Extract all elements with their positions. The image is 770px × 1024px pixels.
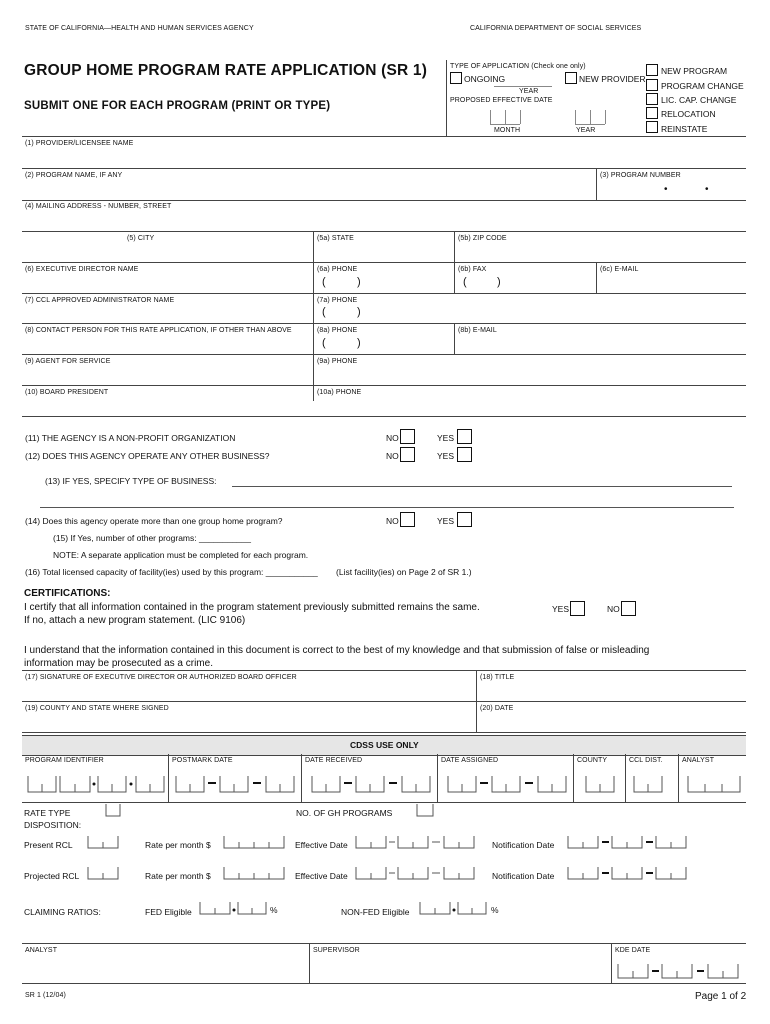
- area-code-close: ): [357, 337, 361, 349]
- no-gh-box[interactable]: [415, 800, 437, 820]
- option-lic-cap-change: LIC. CAP. CHANGE: [661, 95, 737, 105]
- cert-line-1: I certify that all information contained in the program statement previously submitted remains the same.: [24, 602, 480, 613]
- present-eff-date-label: Effective Date: [295, 840, 348, 850]
- year2-label: YEAR: [576, 127, 596, 134]
- q14-yes-label: YES: [437, 516, 455, 526]
- area-code-open: (: [322, 337, 326, 349]
- area-code-close: ): [357, 276, 361, 288]
- city-label: (5) CITY: [127, 235, 155, 242]
- no-gh-label: NO. OF GH PROGRAMS: [296, 808, 393, 818]
- agent-phone-label: (9a) PHONE: [317, 358, 358, 365]
- q12-yes-checkbox[interactable]: [457, 447, 472, 462]
- projected-rate-label: Rate per month $: [145, 871, 211, 881]
- mailing-address-label: (4) MAILING ADDRESS - NUMBER, STREET: [25, 203, 172, 210]
- present-rcl-box[interactable]: [86, 832, 122, 852]
- projected-notif-box[interactable]: [566, 863, 692, 883]
- projected-rcl-label: Projected RCL: [24, 871, 80, 881]
- projected-eff-date-box[interactable]: [354, 863, 480, 883]
- kde-date-label: KDE DATE: [615, 947, 651, 954]
- present-rate-label: Rate per month $: [145, 840, 211, 850]
- option-new-program: NEW PROGRAM: [661, 66, 728, 76]
- disposition-label: DISPOSITION:: [24, 820, 82, 830]
- q14-yes-checkbox[interactable]: [457, 512, 472, 527]
- q11-yes-label: YES: [437, 433, 455, 443]
- business-type-line-2[interactable]: [40, 507, 734, 508]
- projected-eff-date-label: Effective Date: [295, 871, 348, 881]
- contact-email-label: (8b) E-MAIL: [458, 327, 497, 334]
- agent-label: (9) AGENT FOR SERVICE: [25, 358, 111, 365]
- effective-date-label: PROPOSED EFFECTIVE DATE: [450, 97, 553, 104]
- q12-label: (12) DOES THIS AGENCY OPERATE ANY OTHER BUSINESS?: [25, 451, 270, 461]
- page-number: Page 1 of 2: [695, 991, 747, 1002]
- program-number-dot: •: [664, 184, 668, 195]
- col-program-identifier: PROGRAM IDENTIFIER: [25, 757, 104, 764]
- contact-phone-label: (8a) PHONE: [317, 327, 358, 334]
- col-date-assigned: DATE ASSIGNED: [441, 757, 499, 764]
- present-notif-box[interactable]: [566, 832, 692, 852]
- col-ccl-dist: CCL DIST.: [629, 757, 663, 764]
- q16-label: (16) Total licensed capacity of facility(ies) used by this program: ___________: [25, 567, 318, 577]
- certifications-heading: CERTIFICATIONS:: [24, 588, 111, 599]
- present-notif-label: Notification Date: [492, 840, 555, 850]
- col-postmark-date: POSTMARK DATE: [172, 757, 233, 764]
- provider-name-label: (1) PROVIDER/LICENSEE NAME: [25, 140, 134, 147]
- q11-no-label: NO: [386, 433, 399, 443]
- nonfed-eligible-label: NON-FED Eligible: [341, 907, 410, 917]
- year-label: YEAR: [519, 88, 539, 95]
- program-change-checkbox[interactable]: [646, 79, 658, 91]
- date-label: (20) DATE: [480, 705, 514, 712]
- present-rate-box[interactable]: [222, 832, 288, 852]
- projected-rate-box[interactable]: [222, 863, 288, 883]
- q11-no-checkbox[interactable]: [400, 429, 415, 444]
- cert-yes-checkbox[interactable]: [570, 601, 585, 616]
- lic-cap-change-checkbox[interactable]: [646, 93, 658, 105]
- ongoing-label: ONGOING: [464, 74, 506, 84]
- new-provider-label: NEW PROVIDER: [579, 74, 646, 84]
- supervisor-label: SUPERVISOR: [313, 947, 360, 954]
- area-code-open: (: [463, 276, 467, 288]
- reinstate-checkbox[interactable]: [646, 121, 658, 133]
- option-program-change: PROGRAM CHANGE: [661, 81, 744, 91]
- application-type-label: TYPE OF APPLICATION (Check one only): [450, 63, 586, 70]
- note-label: NOTE: A separate application must be completed for each program.: [53, 550, 309, 560]
- kde-date-box[interactable]: [616, 960, 744, 982]
- present-eff-date-box[interactable]: [354, 832, 480, 852]
- cdss-comb-boxes[interactable]: [0, 770, 770, 800]
- administrator-label: (7) CCL APPROVED ADMINISTRATOR NAME: [25, 297, 175, 304]
- president-phone-label: (10a) PHONE: [317, 389, 362, 396]
- projected-notif-label: Notification Date: [492, 871, 555, 881]
- q16-list-label: (List facility(ies) on Page 2 of SR 1.): [336, 567, 472, 577]
- rate-type-label: RATE TYPE: [24, 808, 71, 818]
- admin-phone-label: (7a) PHONE: [317, 297, 358, 304]
- agency-right: CALIFORNIA DEPARTMENT OF SOCIAL SERVICES: [470, 25, 642, 32]
- nonfed-pct: %: [491, 905, 499, 915]
- q12-no-label: NO: [386, 451, 399, 461]
- q12-yes-label: YES: [437, 451, 455, 461]
- title-label: (18) TITLE: [480, 674, 515, 681]
- cert-line-2: If no, attach a new program statement. (LIC 9106): [24, 615, 246, 626]
- rate-type-box[interactable]: [104, 800, 124, 820]
- board-president-label: (10) BOARD PRESIDENT: [25, 389, 109, 396]
- cert-no-label: NO: [607, 604, 620, 614]
- program-number-dot: •: [705, 184, 709, 195]
- program-name-label: (2) PROGRAM NAME, IF ANY: [25, 172, 123, 179]
- area-code-close: ): [357, 306, 361, 318]
- option-reinstate: REINSTATE: [661, 124, 708, 134]
- cert-line-4: information may be prosecuted as a crime.: [24, 658, 213, 669]
- agency-left: STATE OF CALIFORNIA—HEALTH AND HUMAN SERVICES AGENCY: [25, 25, 254, 32]
- relocation-checkbox[interactable]: [646, 107, 658, 119]
- state-label: (5a) STATE: [317, 235, 354, 242]
- q11-yes-checkbox[interactable]: [457, 429, 472, 444]
- col-county: COUNTY: [577, 757, 608, 764]
- cert-no-checkbox[interactable]: [621, 601, 636, 616]
- q14-label: (14) Does this agency operate more than one group home program?: [25, 516, 283, 526]
- nonfed-eligible-box[interactable]: [418, 898, 490, 918]
- zip-label: (5b) ZIP CODE: [458, 235, 507, 242]
- cert-line-3: I understand that the information contained in this document is correct to the best of my knowledge and that submission of false or misleading: [24, 645, 650, 656]
- claiming-ratios-label: CLAIMING RATIOS:: [24, 907, 101, 917]
- contact-person-label: (8) CONTACT PERSON FOR THIS RATE APPLICATION, IF OTHER THAN ABOVE: [25, 327, 292, 334]
- area-code-open: (: [322, 276, 326, 288]
- option-relocation: RELOCATION: [661, 109, 716, 119]
- q15-label: (15) If Yes, number of other programs: ___________: [53, 533, 251, 543]
- program-number-label: (3) PROGRAM NUMBER: [600, 172, 681, 179]
- fed-pct: %: [270, 905, 278, 915]
- new-provider-checkbox[interactable]: [565, 72, 577, 84]
- signature-label: (17) SIGNATURE OF EXECUTIVE DIRECTOR OR AUTHORIZED BOARD OFFICER: [25, 674, 297, 681]
- email-label: (6c) E-MAIL: [600, 266, 639, 273]
- area-code-open: (: [322, 306, 326, 318]
- exec-phone-label: (6a) PHONE: [317, 266, 358, 273]
- q14-no-label: NO: [386, 516, 399, 526]
- form-title: GROUP HOME PROGRAM RATE APPLICATION (SR 1): [24, 62, 428, 79]
- fed-eligible-box[interactable]: [198, 898, 270, 918]
- new-program-checkbox[interactable]: [646, 64, 658, 76]
- month-label: MONTH: [494, 127, 521, 134]
- cert-yes-label: YES: [552, 604, 570, 614]
- q14-no-checkbox[interactable]: [400, 512, 415, 527]
- col-date-received: DATE RECEIVED: [305, 757, 363, 764]
- col-analyst: ANALYST: [682, 757, 715, 764]
- q13-label: (13) IF YES, SPECIFY TYPE OF BUSINESS:: [45, 476, 217, 486]
- fed-eligible-label: FED Eligible: [145, 907, 192, 917]
- business-type-line[interactable]: [232, 486, 732, 487]
- form-id: SR 1 (12/04): [25, 992, 66, 999]
- q12-no-checkbox[interactable]: [400, 447, 415, 462]
- area-code-close: ): [497, 276, 501, 288]
- ongoing-checkbox[interactable]: [450, 72, 462, 84]
- cdss-heading: CDSS USE ONLY: [350, 740, 419, 750]
- present-rcl-label: Present RCL: [24, 840, 73, 850]
- form-subtitle: SUBMIT ONE FOR EACH PROGRAM (PRINT OR TYPE): [24, 100, 331, 112]
- county-state-label: (19) COUNTY AND STATE WHERE SIGNED: [25, 705, 169, 712]
- analyst-label: ANALYST: [25, 947, 58, 954]
- exec-director-label: (6) EXECUTIVE DIRECTOR NAME: [25, 266, 139, 273]
- q11-label: (11) THE AGENCY IS A NON-PROFIT ORGANIZATION: [25, 433, 236, 443]
- fax-label: (6b) FAX: [458, 266, 487, 273]
- projected-rcl-box[interactable]: [86, 863, 122, 883]
